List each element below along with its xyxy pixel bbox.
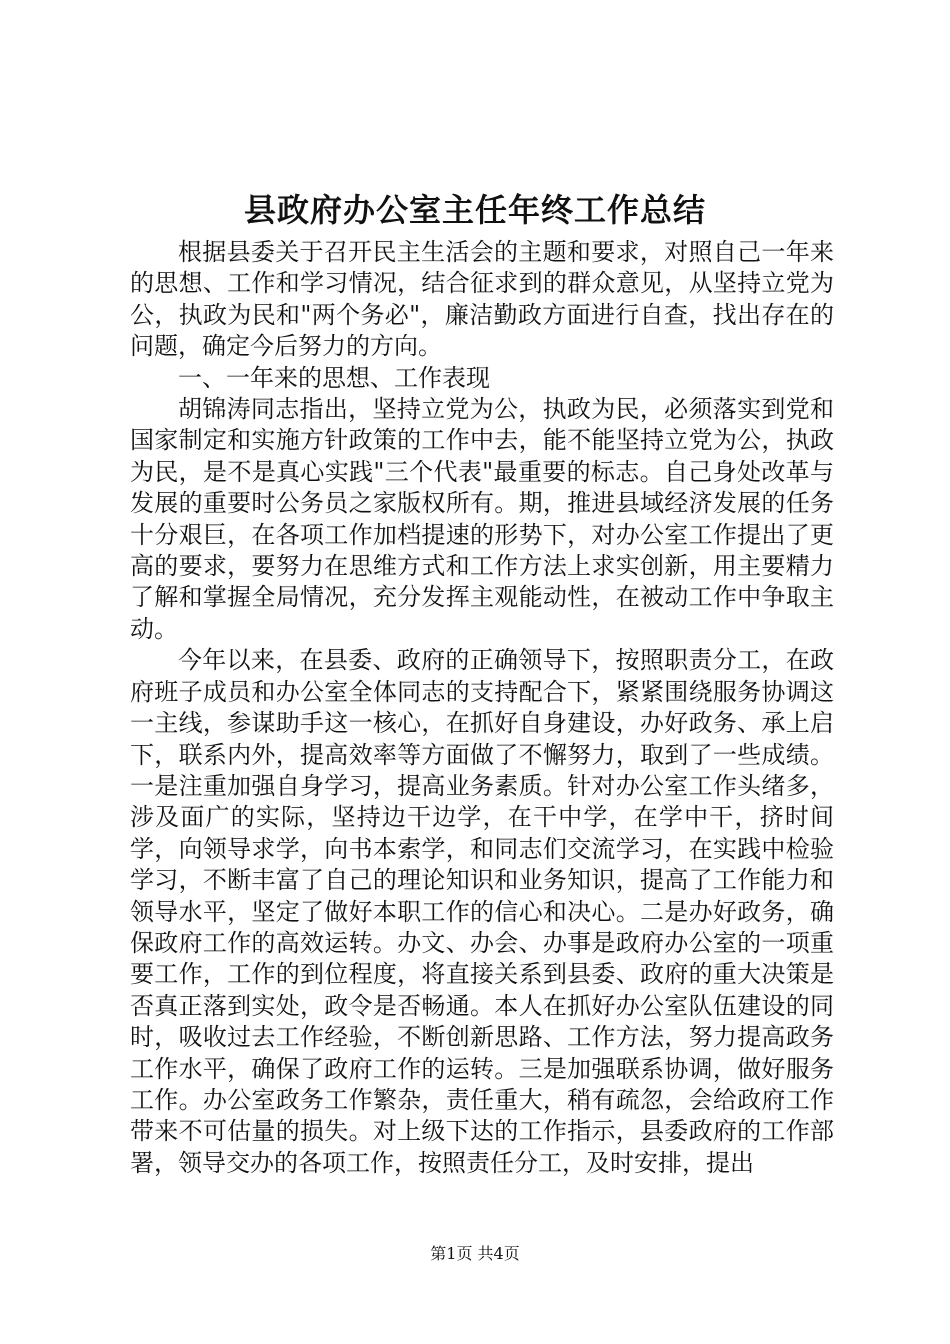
document-title: 县政府办公室主任年终工作总结 [243, 191, 706, 229]
paragraph: 胡锦涛同志指出，坚持立党为公，执政为民，必须落实到党和国家制定和实施方针政策的工作中去，能不能坚持立党为公，执政为民，是不是真心实践"三个代表"最重要的标志。自己身处改革与发展的重要时公务员之家版权所有。期，推进县域经济发展的任务十分艰巨，在各项工作加档提速的形势下，对办公室工作提出了更高的要求，要努力在思维方式和工作方法上求实创新，用主要精力了解和掌握全局情况，充分发挥主观能动性，在被动工作中争取主动。 [130, 395, 834, 643]
document-body [130, 237, 834, 1179]
page-footer: 第1页 共4页 [430, 1244, 520, 1263]
section-heading: 一、一年来的思想、工作表现 [178, 363, 490, 392]
paragraph: 根据县委关于召开民主生活会的主题和要求，对照自己一年来的思想、工作和学习情况，结合征求到的群众意见，从坚持立党为公，执政为民和"两个务必"，廉洁勤政方面进行自查，找出存在的问题，确定今后努力的方向。 [130, 238, 834, 361]
paragraph: 今年以来，在县委、政府的正确领导下，按照职责分工，在政府班子成员和办公室全体同志的支持配合下，紧紧围绕服务协调这一主线，参谋助手这一核心，在抓好自身建设，办好政务、承上启下，联系内外，提高效率等方面做了不懈努力，取到了一些成绩。一是注重加强自身学习，提高业务素质。针对办公室工作头绪多，涉及面广的实际，坚持边干边学，在干中学，在学中干，挤时间学，向领导求学，向书本索学，和同志们交流学习，在实践中检验学习，不断丰富了自己的理论知识和业务知识，提高了工作能力和领导水平，坚定了做好本职工作的信心和决心。二是办好政务，确保政府工作的高效运转。办文、办会、办事是政府办公室的一项重要工作，工作的到位程度，将直接关系到县委、政府的重大决策是否真正落到实处，政令是否畅通。本人在抓好办公室队伍建设的同时，吸收过去工作经验，不断创新思路、工作方法，努力提高政务工作水平，确保了政府工作的运转。三是加强联系协调，做好服务工作。办公室政务工作繁杂，责任重大，稍有疏忽，会给政府工作带来不可估量的损失。对上级下达的工作指示，县委政府的工作部署，领导交办的各项工作，按照责任分工，及时安排，提出 [130, 646, 834, 1177]
